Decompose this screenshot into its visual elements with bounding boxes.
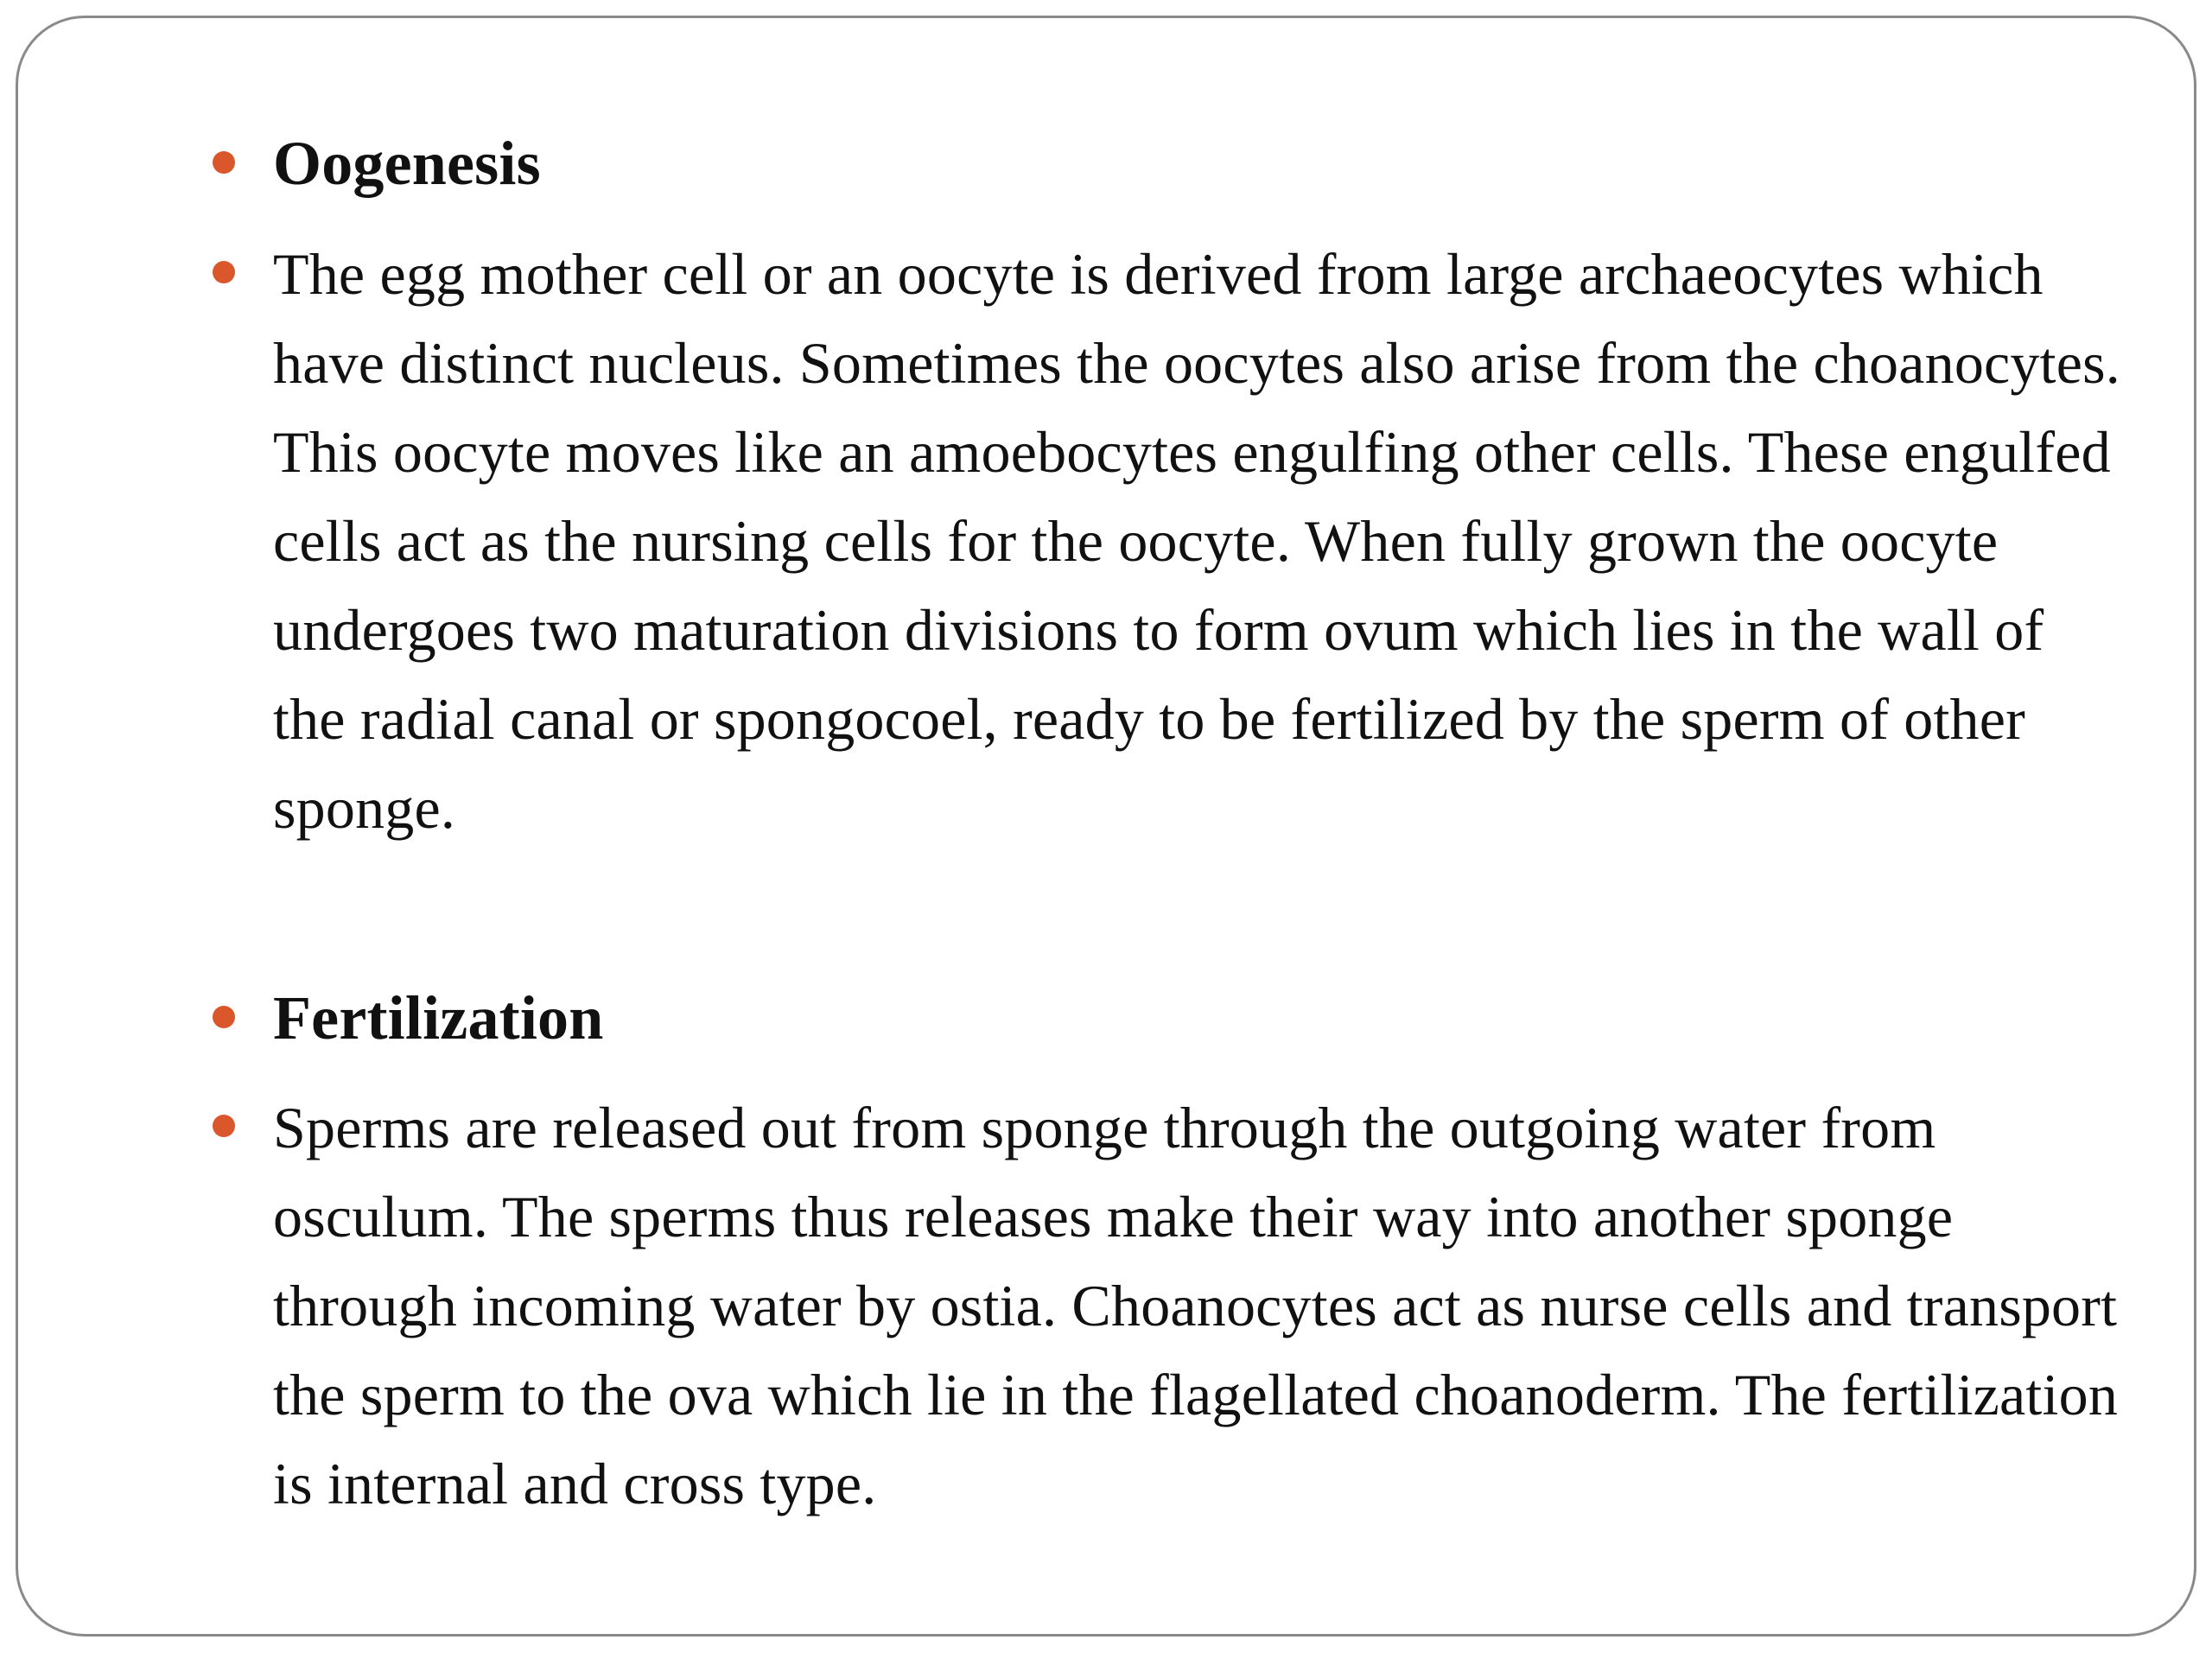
paragraph-fertilization: Sperms are released out from sponge through the outgoing water from osculum. The sperms thus releases make their way into another sponge through incoming water by ostia. Choanocytes act as nurse cells and transport the sperm to the ova which lie in the flagellated choanoderm. The fertilization is internal and cross type. xyxy=(273,1095,2119,1516)
section-heading-fertilization: Fertilization xyxy=(273,983,604,1052)
section-heading-oogenesis: Oogenesis xyxy=(273,129,541,198)
paragraph-oogenesis: The egg mother cell or an oocyte is derived from large archaeocytes which have distinct nucleus. Sometimes the oocytes also arise from the choanocytes. This oocyte moves like an amoebocytes engulfing other cells. These engulfed cells act as the nursing cells for the oocyte. When fully grown the oocyte undergoes two maturation divisions to form ovum which lies in the wall of the radial canal or spongocoel, ready to be fertilized by the sperm of other sponge. xyxy=(273,241,2120,841)
bullet-dot-icon xyxy=(213,151,235,174)
bullet-dot-icon xyxy=(213,1006,235,1028)
bullet-dot-icon xyxy=(213,1115,235,1137)
bullet-dot-icon xyxy=(213,261,235,283)
slide-content xyxy=(18,18,2194,1634)
slide-frame xyxy=(16,16,2196,1637)
